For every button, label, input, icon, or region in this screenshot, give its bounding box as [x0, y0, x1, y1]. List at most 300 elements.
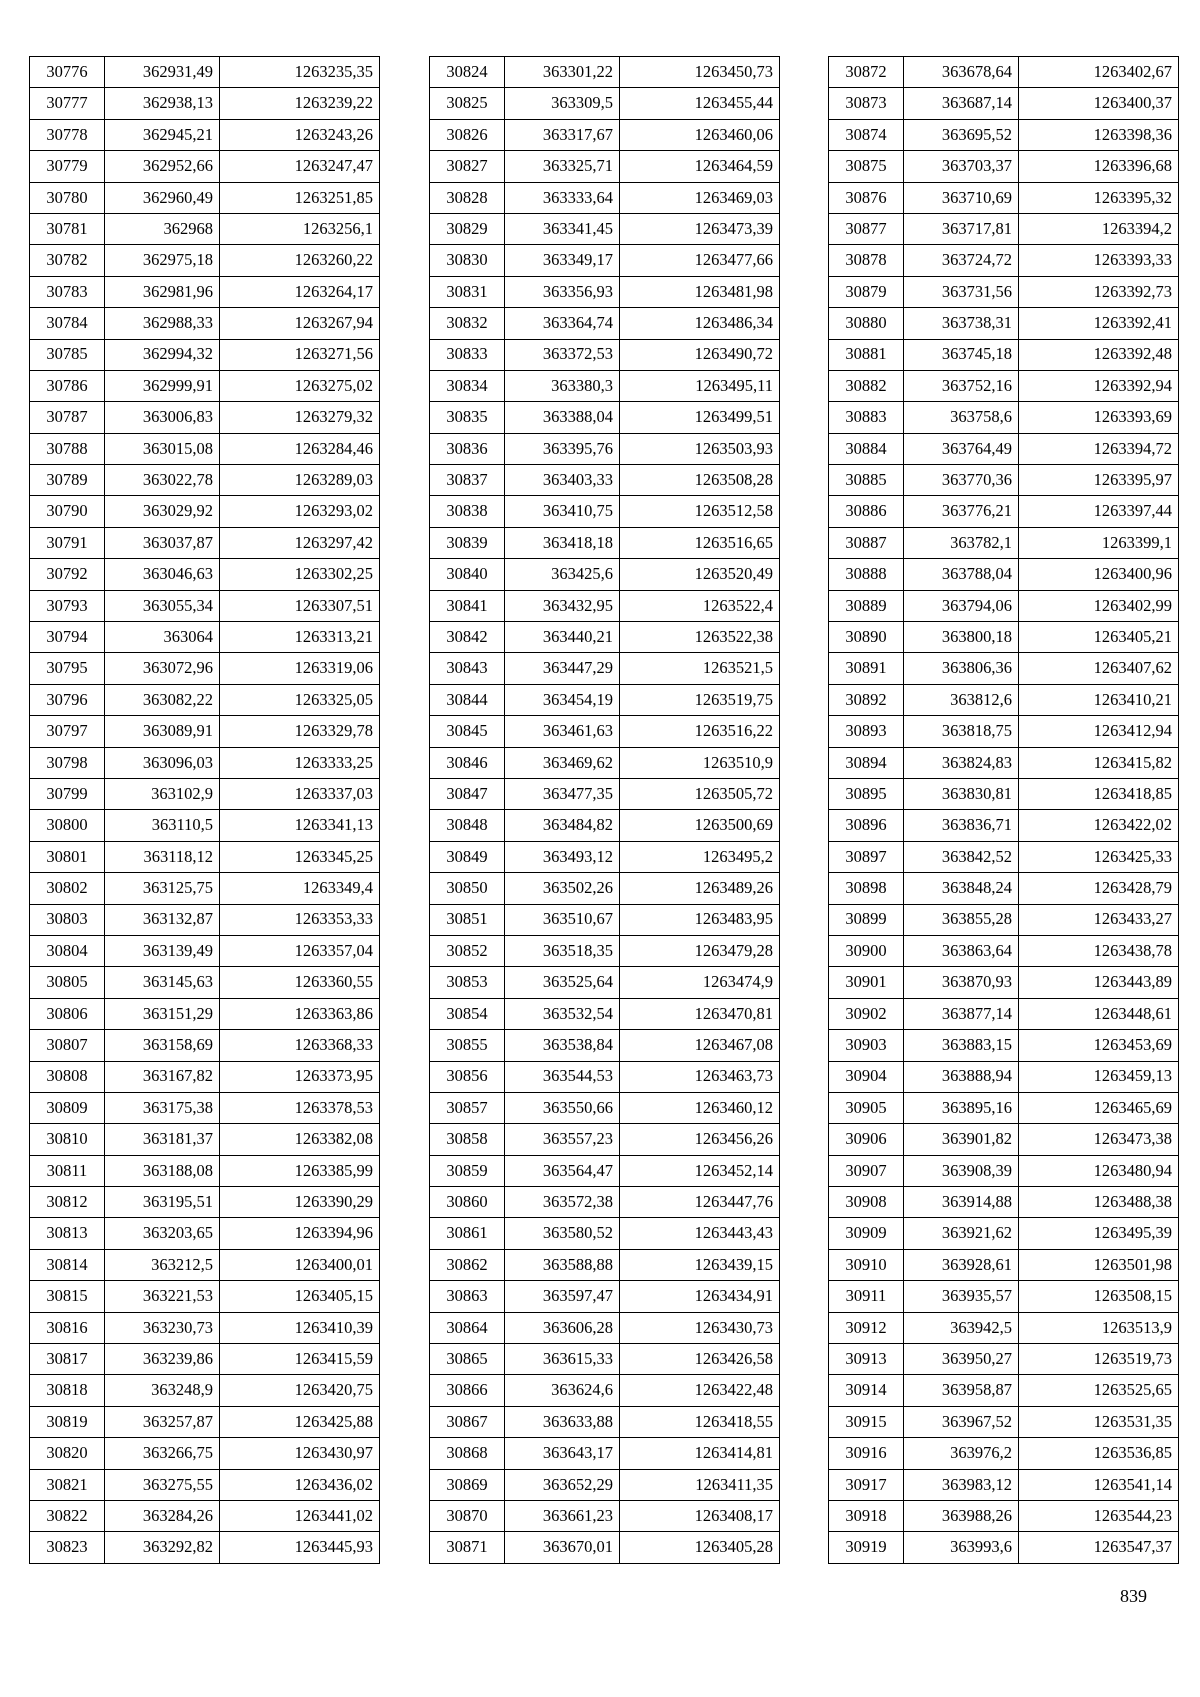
x-coordinate-cell: 363188,08: [105, 1155, 220, 1186]
y-coordinate-cell: 1263464,59: [620, 151, 780, 182]
x-coordinate-cell: 363958,87: [904, 1375, 1019, 1406]
x-coordinate-cell: 363230,73: [105, 1312, 220, 1343]
point-id-cell: 30796: [30, 684, 105, 715]
y-coordinate-cell: 1263251,85: [220, 182, 380, 213]
x-coordinate-cell: 363770,36: [904, 465, 1019, 496]
table-row: [30, 527, 380, 558]
y-coordinate-cell: 1263512,58: [620, 496, 780, 527]
y-coordinate-cell: 1263495,2: [620, 841, 780, 872]
x-coordinate-cell: 363544,53: [505, 1061, 620, 1092]
x-coordinate-cell: 363557,23: [505, 1124, 620, 1155]
table-row: [30, 653, 380, 684]
y-coordinate-cell: 1263360,55: [220, 967, 380, 998]
y-coordinate-cell: 1263522,4: [620, 590, 780, 621]
x-coordinate-cell: 363782,1: [904, 527, 1019, 558]
x-coordinate-cell: 363597,47: [505, 1281, 620, 1312]
x-coordinate-cell: 363888,94: [904, 1061, 1019, 1092]
y-coordinate-cell: 1263516,65: [620, 527, 780, 558]
table-row: [430, 1218, 780, 1249]
x-coordinate-cell: 363776,21: [904, 496, 1019, 527]
x-coordinate-cell: 363158,69: [105, 1030, 220, 1061]
table-row: [30, 1124, 380, 1155]
x-coordinate-cell: 363418,18: [505, 527, 620, 558]
x-coordinate-cell: 363710,69: [904, 182, 1019, 213]
y-coordinate-cell: 1263405,15: [220, 1281, 380, 1312]
table-row: [430, 1344, 780, 1375]
y-coordinate-cell: 1263256,1: [220, 213, 380, 244]
table-row: [430, 590, 780, 621]
point-id-cell: 30860: [430, 1187, 505, 1218]
point-id-cell: 30881: [829, 339, 904, 370]
x-coordinate-cell: 363863,64: [904, 935, 1019, 966]
x-coordinate-cell: 363812,6: [904, 684, 1019, 715]
x-coordinate-cell: 363606,28: [505, 1312, 620, 1343]
point-id-cell: 30848: [430, 810, 505, 841]
table-row: [30, 778, 380, 809]
y-coordinate-cell: 1263289,03: [220, 465, 380, 496]
x-coordinate-cell: 363064: [105, 622, 220, 653]
y-coordinate-cell: 1263452,14: [620, 1155, 780, 1186]
table-row: [430, 935, 780, 966]
x-coordinate-cell: 363257,87: [105, 1406, 220, 1437]
x-coordinate-cell: 363764,49: [904, 433, 1019, 464]
table-row: [430, 1438, 780, 1469]
y-coordinate-cell: 1263368,33: [220, 1030, 380, 1061]
y-coordinate-cell: 1263392,73: [1019, 276, 1179, 307]
point-id-cell: 30786: [30, 370, 105, 401]
y-coordinate-cell: 1263425,88: [220, 1406, 380, 1437]
x-coordinate-cell: 363388,04: [505, 402, 620, 433]
table-row: [829, 276, 1179, 307]
point-id-cell: 30831: [430, 276, 505, 307]
x-coordinate-cell: 363532,54: [505, 998, 620, 1029]
table-row: [829, 151, 1179, 182]
point-id-cell: 30798: [30, 747, 105, 778]
x-coordinate-cell: 363125,75: [105, 873, 220, 904]
y-coordinate-cell: 1263513,9: [1019, 1312, 1179, 1343]
point-id-cell: 30837: [430, 465, 505, 496]
point-id-cell: 30855: [430, 1030, 505, 1061]
point-id-cell: 30888: [829, 559, 904, 590]
x-coordinate-cell: 363212,5: [105, 1249, 220, 1280]
x-coordinate-cell: 363806,36: [904, 653, 1019, 684]
x-coordinate-cell: 362988,33: [105, 308, 220, 339]
x-coordinate-cell: 363572,38: [505, 1187, 620, 1218]
y-coordinate-cell: 1263378,53: [220, 1092, 380, 1123]
y-coordinate-cell: 1263411,35: [620, 1469, 780, 1500]
table-row: [30, 590, 380, 621]
x-coordinate-cell: 363364,74: [505, 308, 620, 339]
point-id-cell: 30918: [829, 1500, 904, 1531]
point-id-cell: 30857: [430, 1092, 505, 1123]
table-row: [430, 88, 780, 119]
y-coordinate-cell: 1263398,36: [1019, 119, 1179, 150]
point-id-cell: 30874: [829, 119, 904, 150]
y-coordinate-cell: 1263357,04: [220, 935, 380, 966]
point-id-cell: 30859: [430, 1155, 505, 1186]
y-coordinate-cell: 1263407,62: [1019, 653, 1179, 684]
table-row: [829, 1187, 1179, 1218]
table-row: [829, 559, 1179, 590]
point-id-cell: 30783: [30, 276, 105, 307]
table-row: [430, 213, 780, 244]
point-id-cell: 30791: [30, 527, 105, 558]
point-id-cell: 30803: [30, 904, 105, 935]
table-row: [430, 622, 780, 653]
point-id-cell: 30847: [430, 778, 505, 809]
point-id-cell: 30877: [829, 213, 904, 244]
point-id-cell: 30817: [30, 1344, 105, 1375]
y-coordinate-cell: 1263405,28: [620, 1532, 780, 1563]
point-id-cell: 30832: [430, 308, 505, 339]
y-coordinate-cell: 1263469,03: [620, 182, 780, 213]
table-row: [829, 1406, 1179, 1437]
x-coordinate-cell: 363935,57: [904, 1281, 1019, 1312]
table-row: [430, 1124, 780, 1155]
point-id-cell: 30812: [30, 1187, 105, 1218]
point-id-cell: 30779: [30, 151, 105, 182]
x-coordinate-cell: 363633,88: [505, 1406, 620, 1437]
y-coordinate-cell: 1263510,9: [620, 747, 780, 778]
y-coordinate-cell: 1263503,93: [620, 433, 780, 464]
table-row: [430, 904, 780, 935]
table-row: [829, 1438, 1179, 1469]
table-row: [829, 935, 1179, 966]
table-row: [829, 1092, 1179, 1123]
x-coordinate-cell: 363037,87: [105, 527, 220, 558]
y-coordinate-cell: 1263395,32: [1019, 182, 1179, 213]
point-id-cell: 30910: [829, 1249, 904, 1280]
point-id-cell: 30819: [30, 1406, 105, 1437]
y-coordinate-cell: 1263433,27: [1019, 904, 1179, 935]
y-coordinate-cell: 1263459,13: [1019, 1061, 1179, 1092]
point-id-cell: 30896: [829, 810, 904, 841]
y-coordinate-cell: 1263390,29: [220, 1187, 380, 1218]
point-id-cell: 30776: [30, 57, 105, 88]
table-row: [430, 433, 780, 464]
point-id-cell: 30806: [30, 998, 105, 1029]
point-id-cell: 30911: [829, 1281, 904, 1312]
y-coordinate-cell: 1263430,73: [620, 1312, 780, 1343]
table-row: [829, 684, 1179, 715]
point-id-cell: 30809: [30, 1092, 105, 1123]
x-coordinate-cell: 363493,12: [505, 841, 620, 872]
y-coordinate-cell: 1263473,38: [1019, 1124, 1179, 1155]
point-id-cell: 30878: [829, 245, 904, 276]
y-coordinate-cell: 1263481,98: [620, 276, 780, 307]
table-row: [430, 998, 780, 1029]
x-coordinate-cell: 363248,9: [105, 1375, 220, 1406]
x-coordinate-cell: 362960,49: [105, 182, 220, 213]
table-row: [430, 1469, 780, 1500]
point-id-cell: 30864: [430, 1312, 505, 1343]
x-coordinate-cell: 363695,52: [904, 119, 1019, 150]
point-id-cell: 30858: [430, 1124, 505, 1155]
y-coordinate-cell: 1263410,21: [1019, 684, 1179, 715]
y-coordinate-cell: 1263382,08: [220, 1124, 380, 1155]
point-id-cell: 30866: [430, 1375, 505, 1406]
y-coordinate-cell: 1263349,4: [220, 873, 380, 904]
point-id-cell: 30792: [30, 559, 105, 590]
x-coordinate-cell: 363089,91: [105, 716, 220, 747]
table-row: [430, 1406, 780, 1437]
point-id-cell: 30894: [829, 747, 904, 778]
y-coordinate-cell: 1263235,35: [220, 57, 380, 88]
point-id-cell: 30781: [30, 213, 105, 244]
point-id-cell: 30905: [829, 1092, 904, 1123]
table-row: [30, 308, 380, 339]
point-id-cell: 30915: [829, 1406, 904, 1437]
point-id-cell: 30782: [30, 245, 105, 276]
point-id-cell: 30830: [430, 245, 505, 276]
x-coordinate-cell: 363580,52: [505, 1218, 620, 1249]
y-coordinate-cell: 1263394,96: [220, 1218, 380, 1249]
table-row: [30, 1406, 380, 1437]
x-coordinate-cell: 363175,38: [105, 1092, 220, 1123]
table-row: [829, 590, 1179, 621]
point-id-cell: 30886: [829, 496, 904, 527]
table-row: [430, 778, 780, 809]
y-coordinate-cell: 1263400,37: [1019, 88, 1179, 119]
x-coordinate-cell: 363921,62: [904, 1218, 1019, 1249]
x-coordinate-cell: 363942,5: [904, 1312, 1019, 1343]
x-coordinate-cell: 363309,5: [505, 88, 620, 119]
table-row: [829, 1249, 1179, 1280]
point-id-cell: 30801: [30, 841, 105, 872]
y-coordinate-cell: 1263396,68: [1019, 151, 1179, 182]
table-row: [829, 716, 1179, 747]
point-id-cell: 30890: [829, 622, 904, 653]
point-id-cell: 30863: [430, 1281, 505, 1312]
coordinate-table-3: [828, 56, 1179, 1564]
y-coordinate-cell: 1263430,97: [220, 1438, 380, 1469]
y-coordinate-cell: 1263447,76: [620, 1187, 780, 1218]
point-id-cell: 30804: [30, 935, 105, 966]
y-coordinate-cell: 1263239,22: [220, 88, 380, 119]
point-id-cell: 30884: [829, 433, 904, 464]
table-row: [829, 465, 1179, 496]
y-coordinate-cell: 1263392,41: [1019, 308, 1179, 339]
y-coordinate-cell: 1263439,15: [620, 1249, 780, 1280]
y-coordinate-cell: 1263479,28: [620, 935, 780, 966]
table-row: [430, 182, 780, 213]
point-id-cell: 30898: [829, 873, 904, 904]
y-coordinate-cell: 1263541,14: [1019, 1469, 1179, 1500]
table-row: [829, 496, 1179, 527]
point-id-cell: 30889: [829, 590, 904, 621]
table-row: [829, 841, 1179, 872]
y-coordinate-cell: 1263531,35: [1019, 1406, 1179, 1437]
x-coordinate-cell: 363292,82: [105, 1532, 220, 1563]
table-row: [829, 1281, 1179, 1312]
table-row: [829, 308, 1179, 339]
point-id-cell: 30842: [430, 622, 505, 653]
point-id-cell: 30815: [30, 1281, 105, 1312]
x-coordinate-cell: 363139,49: [105, 935, 220, 966]
y-coordinate-cell: 1263408,17: [620, 1500, 780, 1531]
point-id-cell: 30808: [30, 1061, 105, 1092]
point-id-cell: 30834: [430, 370, 505, 401]
table-row: [430, 1500, 780, 1531]
table-row: [30, 213, 380, 244]
y-coordinate-cell: 1263456,26: [620, 1124, 780, 1155]
x-coordinate-cell: 363738,31: [904, 308, 1019, 339]
x-coordinate-cell: 363550,66: [505, 1092, 620, 1123]
y-coordinate-cell: 1263422,02: [1019, 810, 1179, 841]
point-id-cell: 30895: [829, 778, 904, 809]
table-row: [430, 1155, 780, 1186]
point-id-cell: 30868: [430, 1438, 505, 1469]
y-coordinate-cell: 1263536,85: [1019, 1438, 1179, 1469]
x-coordinate-cell: 363643,17: [505, 1438, 620, 1469]
point-id-cell: 30906: [829, 1124, 904, 1155]
y-coordinate-cell: 1263397,44: [1019, 496, 1179, 527]
y-coordinate-cell: 1263402,99: [1019, 590, 1179, 621]
y-coordinate-cell: 1263434,91: [620, 1281, 780, 1312]
table-row: [430, 716, 780, 747]
x-coordinate-cell: 363132,87: [105, 904, 220, 935]
table-row: [829, 1312, 1179, 1343]
table-row: [30, 88, 380, 119]
x-coordinate-cell: 363855,28: [904, 904, 1019, 935]
point-id-cell: 30814: [30, 1249, 105, 1280]
y-coordinate-cell: 1263443,89: [1019, 967, 1179, 998]
y-coordinate-cell: 1263445,93: [220, 1532, 380, 1563]
table-row: [829, 527, 1179, 558]
table-row: [30, 1030, 380, 1061]
point-id-cell: 30871: [430, 1532, 505, 1563]
point-id-cell: 30919: [829, 1532, 904, 1563]
table-row: [430, 527, 780, 558]
point-id-cell: 30795: [30, 653, 105, 684]
y-coordinate-cell: 1263519,73: [1019, 1344, 1179, 1375]
x-coordinate-cell: 363181,37: [105, 1124, 220, 1155]
table-row: [430, 370, 780, 401]
x-coordinate-cell: 363687,14: [904, 88, 1019, 119]
y-coordinate-cell: 1263508,15: [1019, 1281, 1179, 1312]
table-row: [430, 496, 780, 527]
x-coordinate-cell: 363976,2: [904, 1438, 1019, 1469]
x-coordinate-cell: 363794,06: [904, 590, 1019, 621]
table-row: [829, 213, 1179, 244]
y-coordinate-cell: 1263443,43: [620, 1218, 780, 1249]
x-coordinate-cell: 363745,18: [904, 339, 1019, 370]
y-coordinate-cell: 1263488,38: [1019, 1187, 1179, 1218]
table-row: [430, 1532, 780, 1563]
coordinate-table-1: [29, 56, 380, 1564]
table-row: [829, 1344, 1179, 1375]
point-id-cell: 30820: [30, 1438, 105, 1469]
point-id-cell: 30810: [30, 1124, 105, 1155]
y-coordinate-cell: 1263399,1: [1019, 527, 1179, 558]
table-row: [30, 339, 380, 370]
point-id-cell: 30787: [30, 402, 105, 433]
table-row: [30, 1375, 380, 1406]
point-id-cell: 30777: [30, 88, 105, 119]
table-row: [30, 716, 380, 747]
y-coordinate-cell: 1263420,75: [220, 1375, 380, 1406]
x-coordinate-cell: 363615,33: [505, 1344, 620, 1375]
point-id-cell: 30797: [30, 716, 105, 747]
table-row: [829, 182, 1179, 213]
x-coordinate-cell: 363518,35: [505, 935, 620, 966]
point-id-cell: 30852: [430, 935, 505, 966]
x-coordinate-cell: 363564,47: [505, 1155, 620, 1186]
y-coordinate-cell: 1263508,28: [620, 465, 780, 496]
point-id-cell: 30790: [30, 496, 105, 527]
table-row: [430, 559, 780, 590]
table-row: [829, 810, 1179, 841]
x-coordinate-cell: 363624,6: [505, 1375, 620, 1406]
x-coordinate-cell: 363167,82: [105, 1061, 220, 1092]
point-id-cell: 30807: [30, 1030, 105, 1061]
y-coordinate-cell: 1263516,22: [620, 716, 780, 747]
point-id-cell: 30816: [30, 1312, 105, 1343]
y-coordinate-cell: 1263490,72: [620, 339, 780, 370]
y-coordinate-cell: 1263325,05: [220, 684, 380, 715]
table-row: [430, 1187, 780, 1218]
x-coordinate-cell: 363895,16: [904, 1092, 1019, 1123]
point-id-cell: 30843: [430, 653, 505, 684]
x-coordinate-cell: 362968: [105, 213, 220, 244]
y-coordinate-cell: 1263495,11: [620, 370, 780, 401]
table-row: [829, 339, 1179, 370]
y-coordinate-cell: 1263400,01: [220, 1249, 380, 1280]
table-row: [30, 57, 380, 88]
x-coordinate-cell: 363877,14: [904, 998, 1019, 1029]
table-row: [30, 465, 380, 496]
table-row: [829, 119, 1179, 150]
table-row: [430, 684, 780, 715]
x-coordinate-cell: 363993,6: [904, 1532, 1019, 1563]
point-id-cell: 30794: [30, 622, 105, 653]
x-coordinate-cell: 363661,23: [505, 1500, 620, 1531]
table-row: [30, 1532, 380, 1563]
point-id-cell: 30793: [30, 590, 105, 621]
table-row: [30, 276, 380, 307]
table-row: [30, 1249, 380, 1280]
y-coordinate-cell: 1263405,21: [1019, 622, 1179, 653]
x-coordinate-cell: 363266,75: [105, 1438, 220, 1469]
table-row: [30, 998, 380, 1029]
x-coordinate-cell: 363538,84: [505, 1030, 620, 1061]
y-coordinate-cell: 1263392,48: [1019, 339, 1179, 370]
y-coordinate-cell: 1263448,61: [1019, 998, 1179, 1029]
y-coordinate-cell: 1263410,39: [220, 1312, 380, 1343]
x-coordinate-cell: 363341,45: [505, 213, 620, 244]
x-coordinate-cell: 363221,53: [105, 1281, 220, 1312]
point-id-cell: 30899: [829, 904, 904, 935]
x-coordinate-cell: 363022,78: [105, 465, 220, 496]
y-coordinate-cell: 1263385,99: [220, 1155, 380, 1186]
y-coordinate-cell: 1263293,02: [220, 496, 380, 527]
y-coordinate-cell: 1263247,47: [220, 151, 380, 182]
x-coordinate-cell: 362945,21: [105, 119, 220, 150]
table-row: [430, 653, 780, 684]
table-row: [829, 88, 1179, 119]
table-row: [430, 1249, 780, 1280]
y-coordinate-cell: 1263392,94: [1019, 370, 1179, 401]
x-coordinate-cell: 363110,5: [105, 810, 220, 841]
table-row: [30, 1469, 380, 1500]
table-row: [430, 276, 780, 307]
x-coordinate-cell: 363469,62: [505, 747, 620, 778]
x-coordinate-cell: 363870,93: [904, 967, 1019, 998]
table-row: [829, 904, 1179, 935]
x-coordinate-cell: 363818,75: [904, 716, 1019, 747]
x-coordinate-cell: 363928,61: [904, 1249, 1019, 1280]
table-row: [829, 1469, 1179, 1500]
